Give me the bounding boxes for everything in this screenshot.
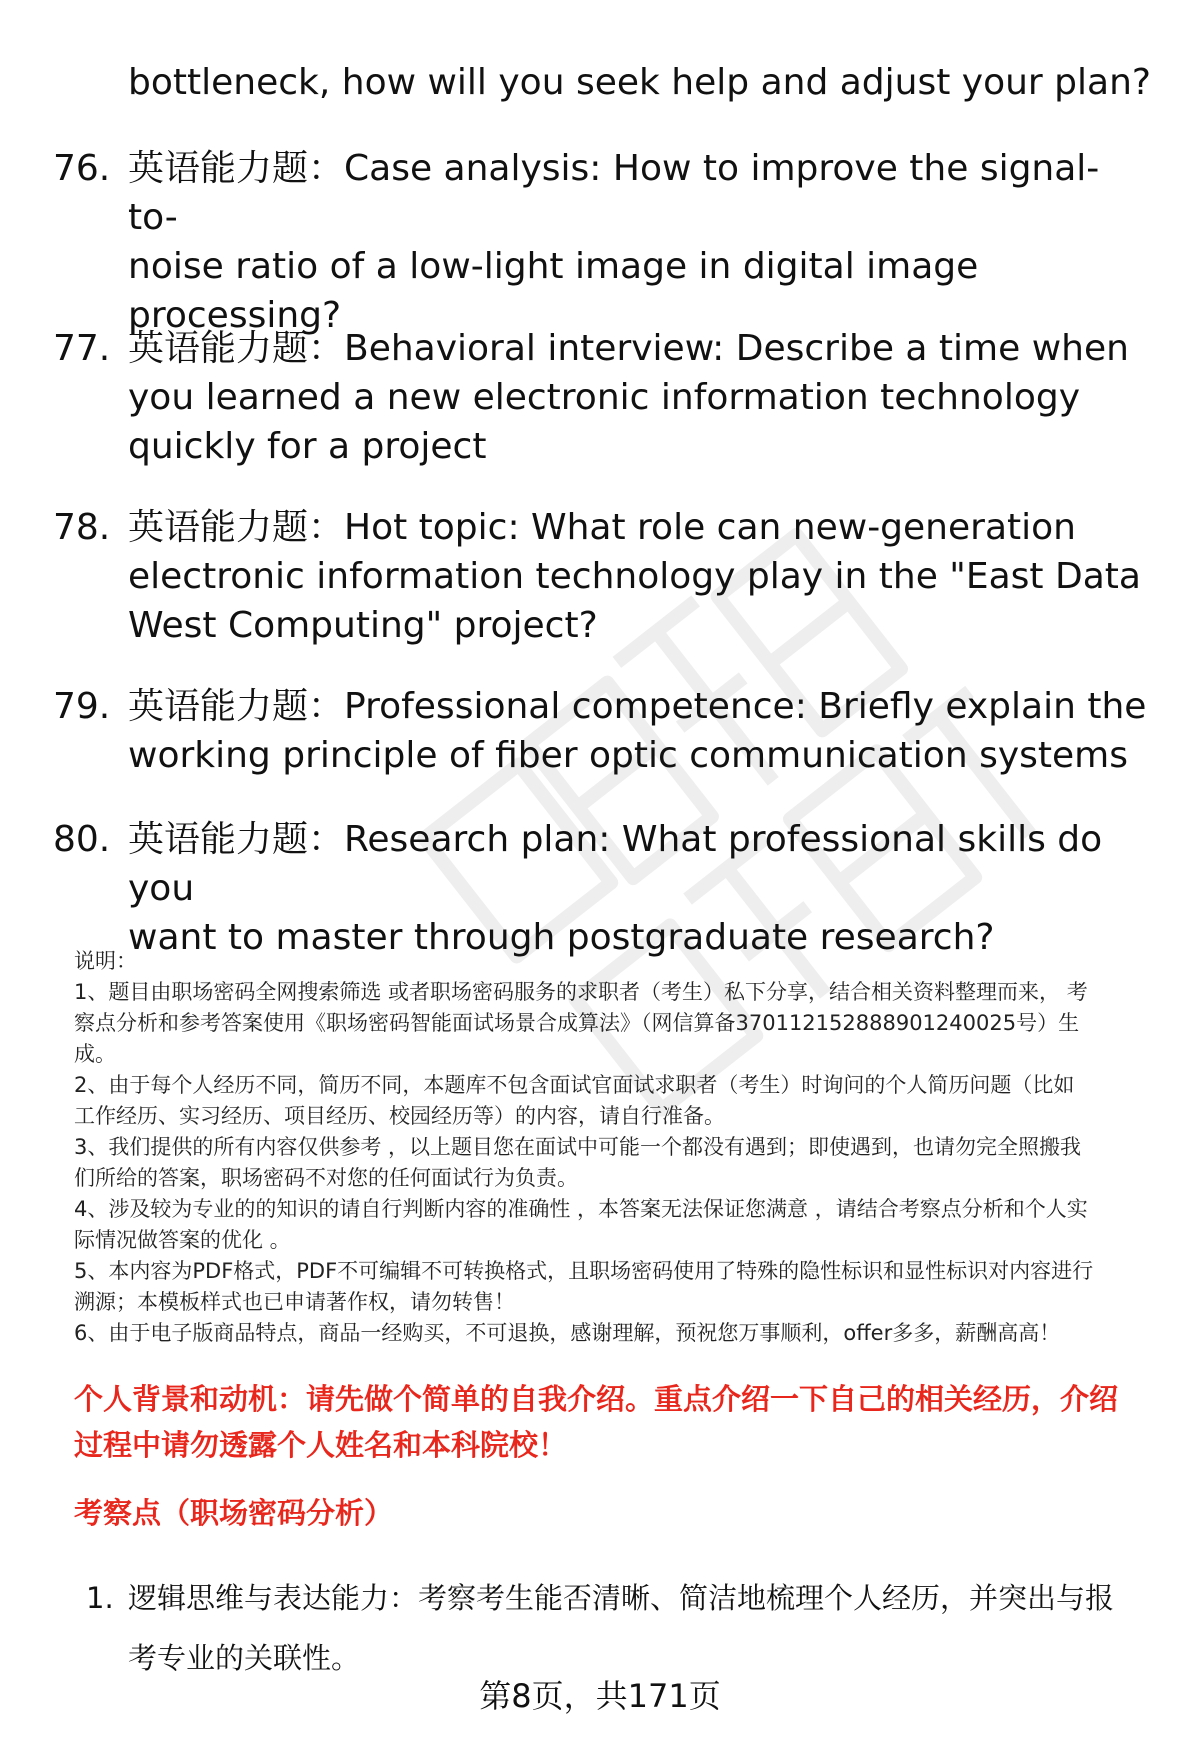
question-number: 76. [53,148,111,189]
note-item-4: 4、涉及较为专业的的知识的请自行判断内容的准确性 ，本答案无法保证您满意 ，请结合考察点分析和个人实 际情况做答案的优化 。 [74,1197,1088,1252]
note-item-2: 2、由于每个人经历不同，简历不同，本题库不包含面试官面试求职者（考生）时询问的个人简历问题（比如 工作经历、实习经历、项目经历、校园经历等）的内容，请自行准备。 [74,1073,1075,1128]
note-item-6: 6、由于电子版商品特点，商品一经购买，不可退换，感谢理解，预祝您万事顺利，offer多多，薪酬高高！ [74,1321,1061,1345]
notes-title: 说明： [74,949,137,973]
question-text: 英语能力题：Hot topic: What role can new-generation electronic information technology play in the "East Data West Computing" project? [128,507,1141,646]
page-footer: 第8页，共171页 [479,1677,721,1715]
point-number: 1. [86,1581,114,1615]
question-text: 英语能力题：Case analysis: How to improve the signal-to- noise ratio of a low-light image in digital image processing? [128,148,1100,336]
question-text: 英语能力题：Behavioral interview: Describe a time when you learned a new electronic information technology quickly for a project [128,328,1129,467]
question-number: 77. [53,328,111,369]
section-subheading: 考察点（职场密码分析） [74,1496,394,1530]
question-continuation-line: bottleneck, how will you seek help and adjust your plan? [128,62,1152,103]
note-item-1: 1、题目由职场密码全网搜索筛选 或者职场密码服务的求职者（考生）私下分享，结合相关资料整理而来， 考 察点分析和参考答案使用《职场密码智能面试场景合成算法》（网信算备370112152888901240025号）生 成。 [74,980,1088,1066]
note-item-5: 5、本内容为PDF格式，PDF不可编辑不可转换格式，且职场密码使用了特殊的隐性标识和显性标识对内容进行 溯源；本模板样式也已申请著作权，请勿转售！ [74,1259,1094,1314]
point-text: 逻辑思维与表达能力：考察考生能否清晰、简洁地梳理个人经历，并突出与报 考专业的关联性。 [128,1581,1115,1675]
question-text: 英语能力题：Professional competence: Briefly explain the working principle of fiber optic communication systems [128,686,1147,776]
question-number: 80. [53,819,111,860]
notes-section [74,946,1164,1349]
section-heading: 个人背景和动机：请先做个简单的自我介绍。重点介绍一下自己的相关经历，介绍 过程中请勿透露个人姓名和本科院校！ [74,1382,1119,1462]
question-number: 79. [53,686,111,727]
question-text: 英语能力题：Research plan: What professional skills do you want to master through postgraduate research? [128,819,1103,958]
note-item-3: 3、我们提供的所有内容仅供参考 ，以上题目您在面试中可能一个都没有遇到；即使遇到，也请勿完全照搬我 们所给的答案，职场密码不对您的任何面试行为负责。 [74,1135,1082,1190]
question-number: 78. [53,507,111,548]
